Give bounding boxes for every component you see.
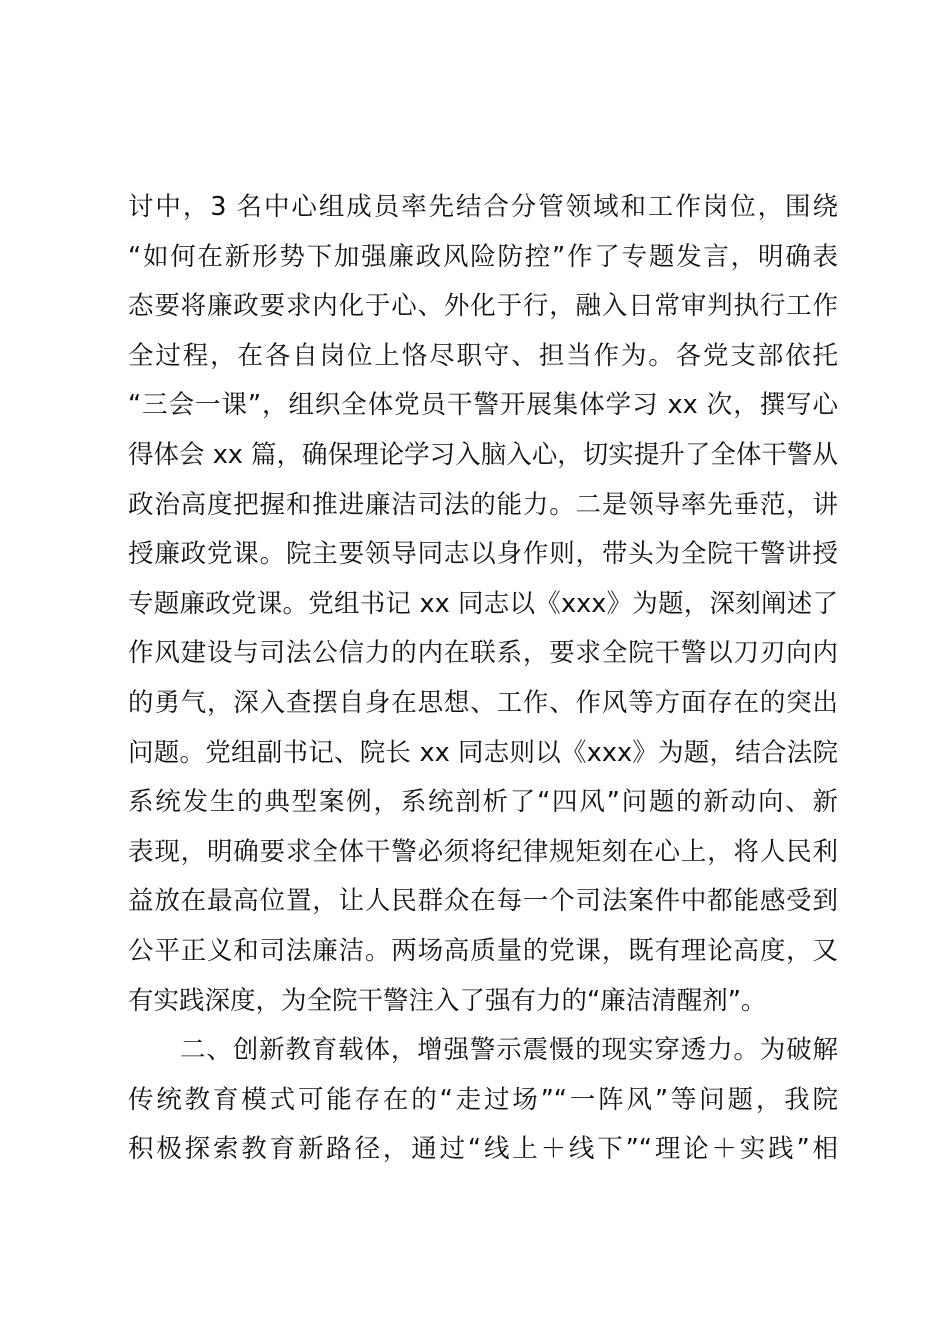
text-line: 有实践深度，为全院干警注入了强有力的“廉洁清醒剂”。 xyxy=(128,985,767,1016)
text-line: 态要将廉政要求内化于心、外化于行，融入日常审判执行工作 xyxy=(128,291,838,322)
section-heading-line: 二、创新教育载体，增强警示震慑的现实穿透力。为破解 xyxy=(180,1035,838,1066)
text-line: 的勇气，深入查摆自身在思想、工作、作风等方面存在的突出 xyxy=(128,687,838,718)
paragraph-1 xyxy=(128,183,838,1026)
text-line: 专题廉政党课。党组书记 xx 同志以《xxx》为题，深刻阐述了 xyxy=(128,588,838,619)
text-line: 公平正义和司法廉洁。两场高质量的党课，既有理论高度，又 xyxy=(128,935,838,966)
text-line: 授廉政党课。院主要领导同志以身作则，带头为全院干警讲授 xyxy=(128,539,838,570)
text-line: 积极探索教育新路径，通过“线上＋线下”“理论＋实践”相 xyxy=(128,1134,838,1165)
text-line: 作风建设与司法公信力的内在联系，要求全院干警以刀刃向内 xyxy=(128,638,838,669)
text-line: “三会一课”，组织全体党员干警开展集体学习 xx 次，撰写心 xyxy=(128,390,838,421)
text-line: 系统发生的典型案例，系统剖析了“四风”问题的新动向、新 xyxy=(128,787,838,818)
body-text xyxy=(128,183,838,1175)
text-line: 传统教育模式可能存在的“走过场”“一阵风”等问题，我院 xyxy=(128,1084,838,1115)
text-line: 问题。党组副书记、院长 xx 同志则以《xxx》为题，结合法院 xyxy=(128,737,838,768)
text-line: “如何在新形势下加强廉政风险防控”作了专题发言，明确表 xyxy=(128,241,838,272)
text-line: 表现，明确要求全体干警必须将纪律规矩刻在心上，将人民利 xyxy=(128,836,838,867)
paragraph-2 xyxy=(128,1026,838,1175)
text-line: 全过程，在各自岗位上恪尽职守、担当作为。各党支部依托 xyxy=(128,340,838,371)
text-line: 益放在最高位置，让人民群众在每一个司法案件中都能感受到 xyxy=(128,886,838,917)
text-line: 政治高度把握和推进廉洁司法的能力。二是领导率先垂范，讲 xyxy=(128,489,838,520)
text-line: 得体会 xx 篇，确保理论学习入脑入心，切实提升了全体干警从 xyxy=(128,439,838,470)
text-line: 讨中，3 名中心组成员率先结合分管领域和工作岗位，围绕 xyxy=(128,192,838,222)
